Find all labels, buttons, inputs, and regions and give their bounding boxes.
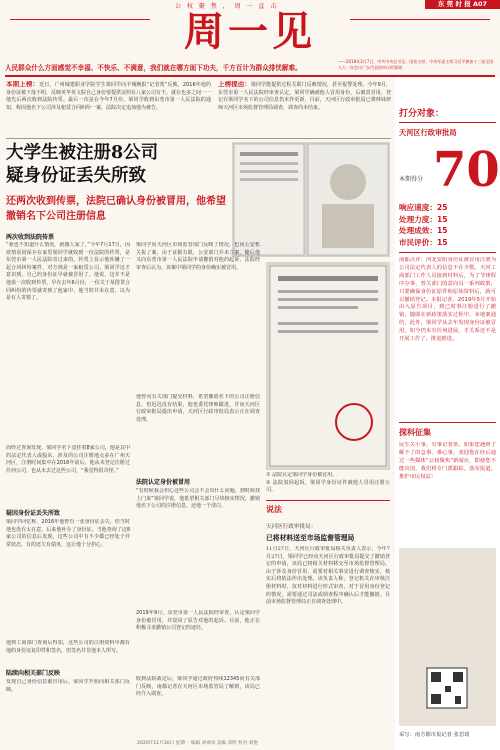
article-col2-b: 他曾向有关部门提交材料，希望撤销名下的公司注册信息，但迟迟没有结果，他也委托律师跟进，并向天河区行政审批局提出申请，天河区行政审批局表示正在调查处理。 [136, 394, 260, 423]
brief-right-head: 上榜提由： [218, 81, 251, 88]
review-sub: 天河区行政审批局： [266, 524, 317, 530]
article-col1-e: 发现自己身份信息被冒用后，梁同学开始向相关部门反映。 [6, 679, 130, 693]
header-slogans: 公 权 聚 焦 ， 周 一 直 击 [175, 3, 279, 10]
tagline-rule [5, 75, 495, 77]
tagline: 人民群众什么方面感觉不幸福、不快乐、不满意，我们就在哪方面下功夫，千方百计为群众排忧解难。 [5, 64, 302, 72]
section-heading-4: 法院认定身份被冒用 [136, 479, 191, 486]
qr-block [399, 548, 496, 726]
article-title: 大学生被注册8公司 疑身份证丢失所致 [6, 143, 159, 186]
review-head: 说法 [266, 505, 282, 514]
article-col2-c: “有时候我会担心这些公司会不会出什么问题，到时候找上门来”梁同学说，他希望相关部门尽快核实情况，撤销他名下公司的注册信息，还他一个清白。 [136, 488, 260, 510]
article-col2-e: 收到法院裁定后，梁同学通过政府热线12345向有关部门反映，南都记者在天河区市场监管局了解到，该局已经介入调查。 [136, 676, 260, 698]
page-footer: 2020年11月30日 星期一 编辑 刘翠凤 美编 邓明 校对 刘艳 [137, 741, 258, 746]
photo-caption-2: ② 法院驳回起诉，梁同学身份证件被他人冒用注册公司。 [266, 479, 390, 494]
article-photo-2 [266, 262, 390, 470]
article-col2-a: 梁同学向天河区市场监管部门反映了情况，也向公安机关报了案，由于证据有限，公安部门并未立案。随后他又向东莞市第一人民法院申请撤销对他的起诉，法院经审查后认为，该案中梁同学的身份确实被冒用。 [136, 242, 260, 271]
wish-text: 民生关小事，有事记者帮。如果您遇到了解不了的急事、难心事，欢迎您在经后通过一些媒体“公权聚焦”新闻台，即使您不能出国，我们将专门派跟踪，落实报道，推护市民权益！ [399, 442, 496, 480]
score-item: 处理成效：15 [399, 226, 448, 236]
brief-left-text: 近日，广州城建职业学院学生梁同学向羊城晚报“记者帮”反映，2016年他的身份证被下落不明，反映英华英文院自己身份要提供证照在八家公司有不，就在也多之间一一他先后两次收到法院传票。最后一次是在今年7月份，梁同学收到东莞市第一人民法院的通知，称因他名下公司涉及租赁合同纠纷一案，法院决定追加他为被告。 [6, 82, 211, 111]
review-rule [266, 500, 390, 501]
masthead-right-rule [350, 19, 490, 20]
brief-right [218, 81, 391, 135]
photo-captions [266, 472, 390, 496]
article-col1-c: 梁同学回忆称，2016年他曾有一张身份证丢失，但当时他也没有太在意。后来他补办了身份证。当他查询了这8家公司的信息后发现，这些公司中有不少都已经处于异常状态，有的还欠有债务，这让他十分担心。 [6, 519, 130, 548]
score-rule [399, 122, 496, 123]
score-label: 打分对象： [399, 109, 445, 119]
masthead-title: 周一见 [184, 8, 316, 55]
review-title: 已将材料送至市场监督管理局 [266, 534, 355, 542]
tagline-note: ——2018年3月7日，中共中央总书记、国家主席、中央军委主席习近平参加十三届全国人大一次会议广东代表团审议时强调 [338, 59, 494, 70]
rating-label: 本期得分 [399, 176, 424, 183]
masthead-left-rule [10, 19, 150, 20]
article-subtitle: 还两次收到传票，法院已确认身份被冒用，他希望撤销名下公司注册信息 [6, 196, 226, 222]
score-comment: 南都点评：河北安阳身份证被冒用注册为公司法定代表人的信息不在少数。天河工商部门工作人员接到材料后，为了节律程序办事、曾关部门的意向具一系列政策，只要确保身份证原件和原始资料后，就可以撤销登记。本报记者，2019年5月开始由入原告项目，到已时事注册进行了撤销，随即在新政策落实过程中，多地案通结，此外，梁同学从去年发现身份证被冒用，如今仍未有任何进展，才关系还不是开展工作了，推进推进。 [399, 257, 496, 343]
score-rule-2 [399, 252, 496, 253]
score-panel [395, 78, 500, 750]
photo-image [232, 142, 390, 257]
score-item: 处理力度：15 [399, 214, 448, 224]
score-items [399, 202, 496, 248]
brief-right-text: 梁同学能提供过程关联门反映情况，甚至报警处理。今年9月，东莞市第一人民法院经审查认定，梁同学确被他人冒用身份，后被莫冒用，登记在梁同学名下的公司信息仍未作更新，目前，天河区行政审批局已将林妹律师天河区市场监督管理局调查，调查尚未结束。 [218, 82, 391, 111]
score-target: 天河区行政审批局 [399, 128, 457, 137]
masthead [0, 9, 500, 59]
review-text: 11月27日，天河区行政审批局相关负责人表示，今年7月27日，梁同学已经向天河区行政审批局提交了撤销登记的申请，该局已将相关材料移交至市场监督管理局。由于涉及身份冒用，需要对相关事实进行调查核实，核实后将依法作出处理。该负责人称，登记机关在审核注册材料时，仅对材料进行形式审查，对于冒用身份登记的情况，需要通过司法或调查程序确认后才能撤销。目前市场监督管理局正在调查处理中。 [266, 546, 390, 606]
score-item: 市民评价：15 [399, 237, 448, 247]
section-heading-2: 疑因身份证丢失所致 [6, 510, 61, 517]
brief-left [6, 81, 211, 135]
section-heading-1: 两次收到法院传票 [6, 234, 55, 241]
edition-label: 东 莞 时 报 A07 [425, 0, 500, 9]
rating-box [399, 142, 500, 199]
article-col2-d: 2019年9月，东莞市第一人民法院经审查，认定梁同学身份被冒用，并驳回了原告对他的起诉。目前，他正在积极寻求撤销公司登记的途径。 [136, 610, 260, 632]
article-photo [232, 142, 390, 257]
article-col1-a: “我也不知道什么情况，就感人家了，”今年7月17日，因疫情原因保存在家里梁同学就收到一份法院的传票，是东莞市第一人民法院寄过来的。传票上显示他涉嫌了一起合同纠纷案件，对方则是一家租赁公司。梁同学这才意识到，自己的身份证早就被冒用了。他说，这并不是他第一次收到传票，早在去年6月份，一份关于某借贷合同纠纷的传票就寄到了他家中，他当时并未在意，以为是有人寄错了。 [6, 242, 130, 302]
document-photo-image [266, 262, 390, 470]
section-heading-3: 陆续向相关部门反映 [6, 670, 61, 677]
wish-label: 探科征集 [399, 428, 431, 437]
score-item: 响应速度：25 [399, 203, 448, 212]
photo-caption-1: ① 法院认定梁同学身份被冒用。 [266, 472, 338, 478]
briefs-rule [6, 138, 391, 139]
qr-code-icon [399, 548, 496, 726]
article-col1-d: 他到工商部门查询后得知，这些公司的注册资料中都有他的身份证复印件和签名，但签名并非他本人所写。 [6, 640, 130, 654]
score-rule-3 [399, 422, 496, 423]
score-footer: 采写：南方都市报记者 张思琦 [399, 732, 470, 738]
article-col1-b: 而经过查询发现，梁同学名下竟挂着8家公司，他是其中的法定代表人或股东，涉及的公司注册地点多在广州天河区，注册时间集中在2016年前后。他从未登记注册过任何公司，也从未去过这些公司，“我觉得很奇怪。” [6, 445, 130, 474]
rating-value: 70 [433, 142, 500, 198]
brief-left-head: 本期上榜： [6, 81, 40, 88]
